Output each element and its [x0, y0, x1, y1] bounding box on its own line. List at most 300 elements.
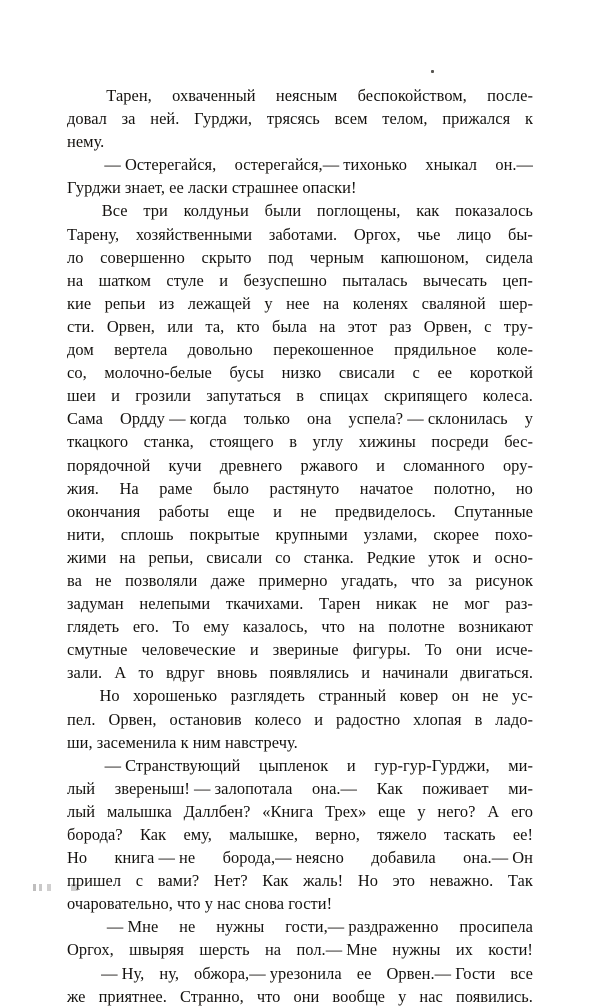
- text-word: На: [119, 478, 139, 498]
- text-word: у: [398, 986, 407, 1006]
- text-word: Сама: [67, 409, 103, 429]
- text-word: ее: [356, 963, 372, 983]
- text-word: То: [424, 640, 442, 660]
- text-word: та,: [205, 316, 225, 336]
- text-word: ткацкого: [67, 432, 129, 452]
- text-word: Все: [101, 201, 128, 221]
- text-word: совершенно: [100, 247, 185, 267]
- text-word: поживает: [422, 778, 489, 798]
- text-word: рисунок: [475, 570, 533, 590]
- text-line: [67, 153, 533, 176]
- text-word: и: [361, 663, 371, 683]
- text-word: гур-гур-Гурджи,: [374, 755, 490, 775]
- text-word: появились.: [455, 986, 533, 1006]
- text-word: их: [455, 940, 473, 960]
- text-word: шеи: [67, 386, 96, 406]
- text-word: древнего: [219, 455, 283, 475]
- text-word: заботами.: [268, 224, 338, 244]
- text-word: кости!: [488, 940, 533, 960]
- text-word: «Книга: [262, 801, 314, 821]
- text-word: станка,: [143, 432, 194, 452]
- text-word: ло: [67, 247, 84, 267]
- text-word: колдуньи: [183, 201, 249, 221]
- paragraph-indent: [67, 962, 86, 985]
- text-word: трясясь: [266, 109, 320, 129]
- text-word: не: [432, 594, 449, 614]
- text-word: похо-: [494, 524, 533, 544]
- paragraph-indent: [67, 684, 86, 707]
- text-line: [67, 615, 533, 638]
- text-word: Оргох,: [67, 940, 114, 960]
- text-word: прядильное: [394, 340, 477, 360]
- text-word: со: [275, 547, 291, 567]
- text-word: Орвен.— Гости: [386, 963, 496, 983]
- text-word: пел.: [67, 709, 96, 729]
- text-line: [67, 777, 533, 800]
- text-word: черным: [309, 247, 364, 267]
- text-word: таскать: [444, 825, 496, 844]
- text-word: колеса.: [482, 386, 533, 406]
- text-word: со,: [67, 363, 87, 383]
- text-word: работы: [158, 501, 210, 521]
- text-word: он: [451, 686, 469, 706]
- text-word: с: [412, 363, 420, 383]
- text-word: сломанного: [403, 455, 485, 475]
- text-word: — Ну,: [101, 963, 145, 983]
- text-word: и: [111, 386, 120, 406]
- text-word: колесо: [254, 709, 302, 729]
- text-word: что: [256, 986, 281, 1006]
- text-word: сидела: [485, 247, 533, 267]
- text-word: Гурджи,: [194, 109, 253, 129]
- text-word: лый: [67, 778, 96, 798]
- text-word: просипела: [459, 917, 533, 937]
- text-line: [67, 315, 533, 338]
- text-word: перекошенное: [273, 340, 374, 360]
- text-word: тру-: [503, 316, 533, 336]
- text-word: с: [484, 316, 492, 336]
- text-word: под: [268, 247, 294, 267]
- text-word: ковер: [399, 686, 439, 706]
- text-word: и: [273, 501, 282, 521]
- text-word: появлялись: [269, 663, 350, 683]
- text-word: на: [323, 293, 340, 313]
- text-line: [67, 638, 533, 661]
- text-word: Но: [357, 871, 378, 891]
- text-word: на: [67, 270, 84, 290]
- text-word: Ордду — когда: [119, 409, 227, 429]
- text-line: [67, 546, 533, 569]
- text-word: у: [417, 801, 426, 821]
- text-word: верно,: [315, 825, 360, 844]
- text-word: его.: [132, 617, 159, 637]
- text-word: же: [67, 986, 86, 1006]
- text-word: коле-: [496, 340, 533, 360]
- text-word: и: [249, 640, 259, 660]
- text-word: Орвен,: [106, 316, 155, 336]
- text-line: [67, 199, 533, 222]
- paragraph-indent: [67, 754, 86, 777]
- text-word: грозили: [135, 386, 191, 406]
- text-word: кие: [67, 293, 92, 313]
- text-word: дом: [67, 340, 94, 360]
- text-word: остерегайся,— тихонько: [234, 155, 407, 175]
- text-word: Орвен,: [423, 316, 472, 336]
- text-word: сваляной: [421, 293, 486, 313]
- text-word: свисали: [338, 363, 395, 383]
- text-word: фигуры.: [352, 640, 411, 660]
- text-word: кучи: [168, 455, 202, 475]
- text-word: Трех»: [325, 801, 367, 821]
- text-word: цеп-: [502, 270, 533, 290]
- text-word: в: [289, 432, 298, 452]
- text-word: вами?: [157, 871, 200, 891]
- text-word: но: [515, 478, 533, 498]
- text-word: радостно: [336, 709, 401, 729]
- text-word: начинали: [382, 663, 449, 683]
- text-word: было: [213, 478, 249, 498]
- text-word: не: [300, 501, 317, 521]
- text-word: на: [358, 617, 375, 637]
- text-word: раз: [389, 316, 412, 336]
- text-word: примерно: [258, 570, 328, 590]
- text-word: ми-: [508, 755, 533, 775]
- text-word: еще: [378, 801, 406, 821]
- text-word: смутные: [67, 640, 128, 660]
- text-word: ее: [437, 363, 453, 383]
- text-word: успела? — склонилась: [348, 409, 508, 429]
- text-line: [67, 384, 533, 407]
- text-word: и: [346, 755, 356, 775]
- text-word: А: [487, 801, 500, 821]
- text-line: [67, 684, 533, 707]
- text-word: у: [264, 293, 273, 313]
- text-word: хлопая: [413, 709, 462, 729]
- text-word: позволяли: [125, 570, 198, 590]
- text-word: капюшоном,: [380, 247, 469, 267]
- text-word: добавила: [371, 848, 436, 868]
- text-word: коленях: [352, 293, 409, 313]
- text-word: раме: [159, 478, 193, 498]
- text-word: борода,— неясно: [222, 848, 344, 868]
- text-word: Странно,: [179, 986, 244, 1006]
- text-word: Даллбен?: [183, 801, 251, 821]
- text-word: предвиделось.: [334, 501, 436, 521]
- text-word: скрыто: [201, 247, 252, 267]
- text-word: обжора,— урезонила: [194, 963, 342, 983]
- text-line: [67, 223, 533, 246]
- text-word: возникают: [458, 617, 533, 637]
- text-line: [67, 869, 533, 892]
- text-word: станка.: [303, 547, 354, 567]
- text-word: нити,: [67, 524, 105, 544]
- text-word: сти.: [67, 316, 95, 336]
- text-word: малышке,: [229, 825, 299, 844]
- text-word: пыталась: [342, 270, 408, 290]
- text-line: [67, 84, 533, 107]
- text-word: после-: [487, 86, 533, 105]
- text-word: звериные: [272, 640, 339, 660]
- text-word: полотне: [388, 617, 445, 637]
- text-word: него?: [437, 801, 476, 821]
- text-word: жия.: [67, 478, 99, 498]
- text-word: и: [472, 547, 482, 567]
- text-word: Тарен: [319, 594, 361, 614]
- text-word: пол.— Мне: [296, 940, 378, 960]
- text-word: за: [448, 570, 462, 590]
- text-word: Тарен,: [106, 86, 152, 105]
- text-line: очаровательно, что у нас снова гости!: [67, 894, 333, 914]
- text-line: [67, 915, 533, 938]
- text-word: стоящего: [209, 432, 274, 452]
- text-line: Гурджи знает, ее ласки страшнее опаски!: [67, 178, 357, 198]
- text-word: А: [114, 663, 127, 683]
- text-line: [67, 338, 533, 361]
- text-word: скрипящего: [384, 386, 468, 406]
- text-word: репьи: [104, 293, 146, 313]
- text-word: показалось: [455, 201, 533, 221]
- text-word: из: [158, 293, 175, 313]
- paragraph-indent: [67, 915, 86, 938]
- text-word: вычесать: [422, 270, 487, 290]
- text-word: еще: [227, 501, 255, 521]
- text-line: [67, 569, 533, 592]
- text-word: и: [314, 709, 324, 729]
- text-word: шерсть: [199, 940, 250, 960]
- text-word: бусы: [229, 363, 264, 383]
- text-word: хныкал: [425, 155, 477, 175]
- paragraph-indent: [67, 84, 86, 107]
- text-word: жаль!: [303, 871, 344, 891]
- text-line: [67, 846, 533, 869]
- text-word: и: [376, 455, 385, 475]
- text-word: Как: [376, 778, 403, 798]
- text-word: он.—: [495, 155, 533, 175]
- text-word: угадать,: [340, 570, 398, 590]
- text-word: звереныш! — залопотала: [114, 778, 293, 798]
- text-word: малышка: [106, 801, 172, 821]
- text-word: — Мне: [106, 917, 159, 937]
- text-word: на: [119, 547, 136, 567]
- text-word: ми-: [508, 778, 533, 798]
- text-word: — Остерегайся,: [104, 155, 217, 175]
- text-word: гости,— раздраженно: [285, 917, 439, 937]
- text-word: бес-: [504, 432, 533, 452]
- text-word: жими: [67, 547, 107, 567]
- text-line: [67, 407, 533, 430]
- text-word: Как: [262, 871, 289, 891]
- text-word: Оргох,: [353, 224, 401, 244]
- text-word: спицах: [319, 386, 369, 406]
- text-word: его: [511, 801, 533, 821]
- text-word: ору-: [502, 455, 533, 475]
- text-word: Редкие: [366, 547, 416, 567]
- text-word: Нет?: [213, 871, 248, 891]
- text-word: были: [264, 201, 302, 221]
- text-word: лицо: [457, 224, 492, 244]
- text-word: все: [510, 963, 533, 983]
- text-word: они: [293, 986, 320, 1006]
- text-word: сплошь: [120, 524, 174, 544]
- text-word: раз-: [505, 594, 533, 614]
- text-word: приятнее.: [98, 986, 167, 1006]
- text-word: она: [307, 409, 332, 429]
- text-line: [67, 454, 533, 477]
- text-word: шер-: [499, 293, 533, 313]
- text-word: была: [271, 316, 307, 336]
- text-word: начатое: [359, 478, 414, 498]
- text-word: неясным: [275, 86, 338, 105]
- text-word: борода?: [67, 825, 123, 844]
- text-line: [67, 107, 533, 130]
- text-word: стуле: [166, 270, 204, 290]
- text-word: разглядеть: [230, 686, 305, 706]
- text-word: репьи,: [148, 547, 194, 567]
- text-word: и: [219, 270, 229, 290]
- text-word: ну,: [159, 963, 179, 983]
- text-word: полотно,: [433, 478, 496, 498]
- text-line: [67, 477, 533, 500]
- text-word: бы-: [507, 224, 533, 244]
- text-word: довольно: [187, 340, 253, 360]
- text-word: она.—: [312, 778, 357, 798]
- text-word: молочно-белые: [104, 363, 212, 383]
- text-line: [67, 246, 533, 269]
- text-line: [67, 661, 533, 684]
- text-word: растянуто: [269, 478, 340, 498]
- page-text-body: [67, 84, 533, 1008]
- text-line: [67, 592, 533, 615]
- text-word: в: [296, 386, 305, 406]
- text-word: порядочной: [67, 455, 151, 475]
- text-word: всем: [334, 109, 368, 129]
- text-word: Как: [140, 825, 167, 844]
- text-word: ее!: [512, 825, 533, 844]
- text-line: [67, 500, 533, 523]
- text-word: на: [319, 316, 336, 336]
- text-word: Спутанные: [454, 501, 533, 521]
- scan-smudge-icon: [33, 884, 81, 891]
- text-word: Так: [507, 871, 533, 891]
- text-line: ши, засеменила к ним навстречу.: [67, 732, 298, 752]
- text-word: ладо-: [495, 709, 533, 729]
- text-line: [67, 523, 533, 546]
- text-word: или: [167, 316, 194, 336]
- text-word: нелепыми: [139, 594, 211, 614]
- text-line: [67, 800, 533, 823]
- text-line: [67, 985, 533, 1008]
- text-word: задуман: [67, 594, 124, 614]
- text-word: только: [243, 409, 291, 429]
- text-word: крупными: [275, 524, 348, 544]
- text-word: исче-: [496, 640, 533, 660]
- text-word: мог: [464, 594, 490, 614]
- text-word: чье: [417, 224, 441, 244]
- text-word: запутаться: [206, 386, 281, 406]
- text-word: беспокойством,: [357, 86, 467, 105]
- text-word: осно-: [494, 547, 533, 567]
- text-word: три: [143, 201, 168, 221]
- text-word: окончания: [67, 501, 141, 521]
- text-word: не: [95, 570, 112, 590]
- text-word: прижался: [442, 109, 511, 129]
- text-word: поглощены,: [316, 201, 401, 221]
- text-word: человеческие: [141, 640, 236, 660]
- text-word: лежащей: [187, 293, 251, 313]
- text-word: кто: [236, 316, 260, 336]
- text-word: вдруг: [166, 663, 205, 683]
- text-word: швыряя: [129, 940, 185, 960]
- text-word: нас: [419, 986, 443, 1006]
- text-word: Тарену,: [67, 224, 120, 244]
- text-word: двигаться.: [460, 663, 533, 683]
- text-word: остановив: [169, 709, 242, 729]
- text-line: [67, 292, 533, 315]
- text-word: что: [411, 570, 435, 590]
- text-line: нему.: [67, 132, 105, 152]
- text-word: казалось,: [242, 617, 308, 637]
- text-word: она.— Он: [463, 848, 533, 868]
- text-word: то: [138, 663, 154, 683]
- text-word: вообще: [332, 986, 385, 1006]
- paragraph-indent: [67, 199, 86, 222]
- text-word: вновь: [217, 663, 258, 683]
- text-word: ус-: [511, 686, 533, 706]
- text-word: тяжело: [377, 825, 427, 844]
- text-word: к: [524, 109, 533, 129]
- text-word: как: [416, 201, 440, 221]
- text-word: нее: [286, 293, 310, 313]
- text-word: То: [172, 617, 190, 637]
- text-word: пришел: [67, 871, 122, 891]
- text-word: странный: [318, 686, 387, 706]
- text-word: Но: [67, 848, 88, 868]
- text-word: с: [135, 871, 144, 891]
- text-word: безуспешно: [243, 270, 327, 290]
- text-word: никак: [376, 594, 417, 614]
- text-line: [67, 269, 533, 292]
- text-word: ржавого: [300, 455, 358, 475]
- text-line: [67, 361, 533, 384]
- text-word: ему,: [183, 825, 212, 844]
- text-word: ткачихами.: [225, 594, 304, 614]
- text-word: ва: [67, 570, 82, 590]
- text-word: даже: [210, 570, 245, 590]
- text-word: довал: [67, 109, 107, 129]
- text-word: зали.: [67, 663, 103, 683]
- text-line: [67, 430, 533, 453]
- ink-speck-icon: [431, 70, 434, 73]
- text-word: в: [474, 709, 483, 729]
- text-line: [67, 962, 533, 985]
- text-word: углу: [312, 432, 344, 452]
- text-word: не: [179, 917, 196, 937]
- text-word: охваченный: [172, 86, 256, 105]
- text-word: нужны: [216, 917, 265, 937]
- text-word: глядеть: [67, 617, 120, 637]
- text-word: хозяйственными: [135, 224, 253, 244]
- text-word: шатком: [98, 270, 151, 290]
- text-line: [67, 823, 533, 846]
- text-word: ней.: [150, 109, 180, 129]
- text-word: книга — не: [114, 848, 196, 868]
- text-word: хорошенько: [133, 686, 218, 706]
- text-word: посреди: [431, 432, 489, 452]
- text-word: уток: [428, 547, 460, 567]
- text-word: телом,: [382, 109, 428, 129]
- text-word: неважно.: [429, 871, 494, 891]
- text-word: на: [264, 940, 282, 960]
